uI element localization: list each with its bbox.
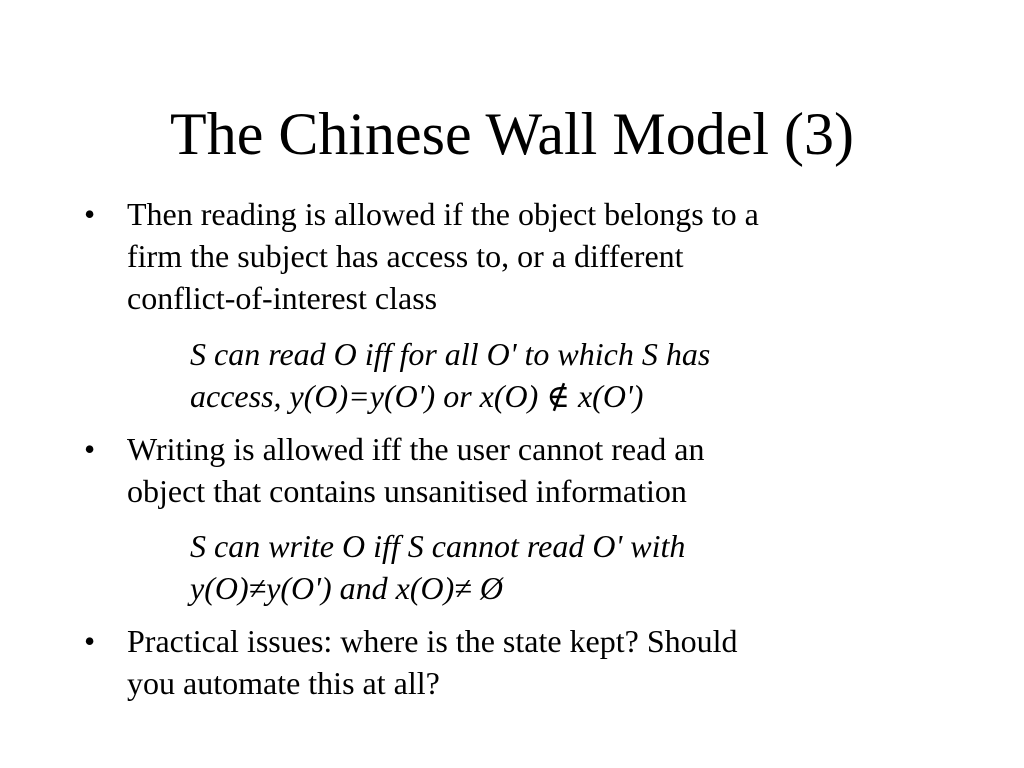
bullet-icon: •: [84, 196, 96, 232]
bullet-text: [127, 620, 947, 704]
bullet-line: Practical issues: where is the state kept? Should: [127, 623, 738, 659]
bullet-text: [127, 193, 947, 319]
formula-read-rule: [190, 333, 950, 417]
bullet-line: firm the subject has access to, or a different: [127, 238, 684, 274]
bullet-line: object that contains unsanitised information: [127, 473, 687, 509]
bullet-line: Writing is allowed iff the user cannot read an: [127, 431, 705, 467]
bullet-icon: •: [84, 431, 96, 467]
slide-title: The Chinese Wall Model (3): [170, 101, 854, 167]
bullet-text: [127, 428, 947, 512]
formula-line: y(O)≠y(O') and x(O)≠ Ø: [190, 570, 503, 606]
bullet-line: Then reading is allowed if the object belongs to a: [127, 196, 759, 232]
formula-line: access, y(O)=y(O') or x(O) ∉ x(O'): [190, 378, 644, 414]
formula-write-rule: [190, 525, 950, 609]
bullet-icon: •: [84, 623, 96, 659]
formula-line: S can write O iff S cannot read O' with: [190, 528, 686, 564]
formula-line: S can read O iff for all O' to which S has: [190, 336, 711, 372]
bullet-line: conflict-of-interest class: [127, 280, 438, 316]
bullet-line: you automate this at all?: [127, 665, 440, 701]
